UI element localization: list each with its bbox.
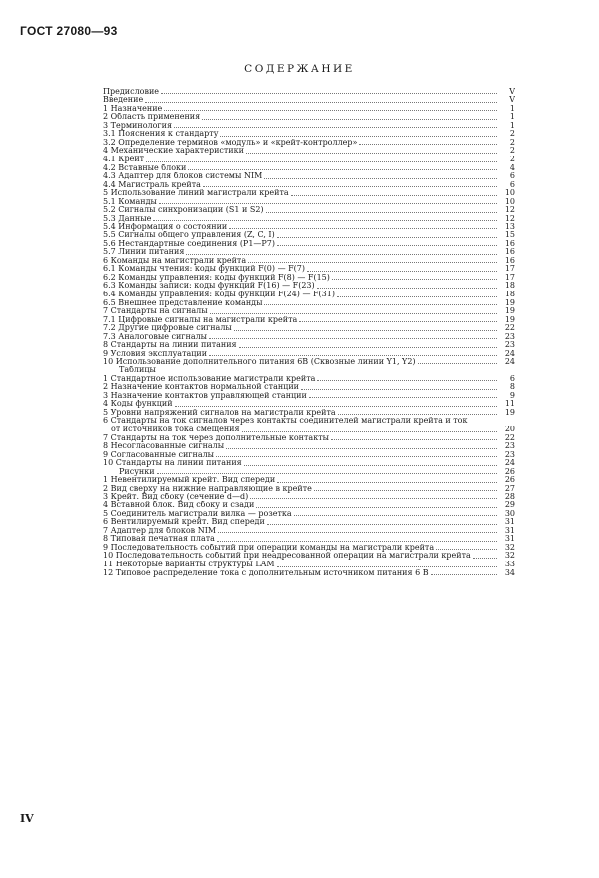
toc-entry-page: 13 [504,223,515,231]
toc-entry [103,434,515,442]
dot-leader [317,286,497,289]
toc-entry-text: 4.3 Адаптер для блоков системы NIM [103,172,263,181]
toc-entry [103,501,515,509]
toc-entry-text: 7 Адаптер для блоков NIM [103,526,217,535]
toc-entry [103,248,515,256]
dot-leader [209,353,497,356]
table-of-contents [103,88,515,577]
toc-entry-text: 8 Несогласованные сигналы [103,442,225,451]
toc-entry-text: 5 Использование линий магистрали крейта [103,189,289,198]
toc-entry-text: 12 Типовое распределение тока с дополнительным источником питания 6 В [103,568,429,577]
toc-entry-text: 4 Вставной блок. Вид сбоку и сзади [103,501,255,510]
toc-entry-text: 5.7 Линии питания [103,248,185,257]
toc-entry [103,442,515,450]
toc-entry-text: 2 Область применения [103,113,201,122]
dot-leader [264,176,497,179]
toc-entry [103,535,515,543]
document-header: ГОСТ 27080—93 [20,24,118,38]
dot-leader [188,167,497,170]
toc-entry-page: 2 [509,130,515,139]
toc-entry-page: 1 [509,113,515,122]
toc-entry-text: 4.1 Крейт [103,155,145,164]
dot-leader [473,556,497,559]
toc-entry-text: 5.1 Команды [103,197,157,206]
toc-entry-page: 22 [504,433,515,442]
toc-entry [103,324,515,332]
dot-leader [218,530,497,533]
dot-leader [436,547,497,550]
toc-entry [103,358,515,366]
dot-leader [242,429,497,432]
dot-leader [277,564,497,567]
toc-entry [103,130,515,138]
toc-entry-text: 4.4 Магистраль крейта [103,180,201,189]
toc-entry [103,510,515,518]
toc-entry [103,139,515,147]
toc-entry-page: 1 [509,104,515,113]
toc-entry [103,375,515,383]
toc-entry-text: 6 Стандарты на ток сигналов через контакты соединителей магистрали крейта и ток [103,417,468,426]
dot-leader [175,404,497,407]
dot-leader [161,91,497,94]
toc-entry [103,299,515,307]
toc-entry-text: 7.3 Аналоговые сигналы [103,332,208,341]
toc-entry-page: 10 [504,197,515,206]
toc-entry-text: 5.2 Сигналы синхронизации (S1 и S2) [103,206,264,215]
toc-entry [103,88,515,96]
toc-entry-text: 10 Стандарты на линии питания [103,459,242,468]
dot-leader [216,454,497,457]
toc-entry-page: 12 [504,206,515,215]
toc-entry [103,198,515,206]
toc-entry [103,527,515,535]
toc-entry [103,426,515,434]
dot-leader [277,235,497,238]
dot-leader [244,463,497,466]
toc-entry [103,417,515,425]
toc-entry [103,409,515,417]
toc-entry-page: 9 [509,391,515,400]
toc-entry-text: 7.2 Другие цифровые сигналы [103,324,232,333]
page-number: IV [20,812,34,825]
toc-entry-page: 6 [509,172,515,181]
toc-entry [103,383,515,391]
toc-entry-text: 9 Условия эксплуатации [103,349,208,358]
toc-entry [103,451,515,459]
toc-entry-page: 12 [504,214,515,223]
toc-entry-page: 1 [509,121,515,130]
toc-entry-text: 8 Типовая печатная плата [103,535,215,544]
toc-entry-text: 10 Использование дополнительного питания 6В (Сквозные линии Y1, Y2) [103,358,416,366]
toc-entry-text: 3 Терминология [103,121,172,130]
toc-entry [103,215,515,223]
toc-entry [103,164,515,172]
toc-entry-text: 6.2 Команды управления: коды функций F(8) — F(15) [103,273,330,282]
dot-leader [338,412,497,415]
toc-entry-page: 2 [509,138,515,147]
toc-entry [103,569,515,577]
toc-entry-page: 17 [504,265,515,274]
dot-leader [331,437,497,440]
dot-leader [209,336,497,339]
toc-entry [103,223,515,231]
toc-entry-text: 6.5 Внешнее представление команды [103,298,263,307]
dot-leader [307,269,497,272]
toc-entry [103,231,515,239]
dot-leader [248,260,497,263]
toc-entry-text: 5.6 Нестандартные соединения (P1—P7) [103,239,275,248]
toc-entry-page: 6 [509,180,515,189]
toc-entry-page: 2 [509,147,515,156]
toc-entry-text: 1 Назначение [103,104,163,113]
toc-entry-text: 6.4 Команды управления: коды функций F(24) — F(31) [103,290,335,299]
toc-entry-page: 31 [504,526,515,535]
toc-entry [103,400,515,408]
toc-entry-text: 2 Назначение контактов нормальной станции [103,383,299,392]
toc-entry-text: 8 Стандарты на линии питания [103,341,237,350]
toc-entry-text: Рисунки [119,467,155,476]
toc-entry-page: 20 [504,425,515,434]
toc-entry-text: 5.4 Информация о состоянии [103,223,228,231]
toc-entry-text: 3.2 Определение терминов «модуль» и «крейт-контроллер» [103,138,358,147]
toc-entry-page: 31 [504,535,515,544]
dot-leader [226,446,497,449]
dot-leader [267,522,497,525]
toc-entry-page: 30 [504,509,515,518]
toc-entry [103,147,515,155]
toc-entry [103,96,515,104]
toc-entry [103,544,515,552]
toc-entry [103,468,515,476]
toc-entry-text: 1 Невентилируемый крейт. Вид спереди [103,476,276,485]
toc-entry-text: 9 Согласованные сигналы [103,450,215,459]
toc-entry [103,476,515,484]
toc-entry [103,240,515,248]
dot-leader [234,328,497,331]
dot-leader [145,100,497,103]
toc-entry [103,105,515,113]
toc-entry [103,518,515,526]
toc-entry [103,282,515,290]
dot-leader [418,361,497,364]
toc-entry-text: 7 Стандарты на сигналы [103,307,208,316]
dot-leader [314,488,497,491]
dot-leader [264,302,497,305]
toc-entry [103,459,515,467]
toc-entry-page: 23 [504,450,515,459]
toc-entry [103,291,515,299]
dot-leader [309,395,497,398]
toc-entry [103,552,515,560]
toc-entry [103,316,515,324]
toc-entry-text: 3 Назначение контактов управляющей станции [103,391,307,400]
toc-entry-page: 19 [504,298,515,307]
toc-entry-page: 24 [504,349,515,358]
dot-leader [337,294,497,297]
toc-entry-page: 23 [504,442,515,451]
toc-entry-text: 4.2 Вставные блоки [103,163,187,172]
toc-entry-page: 19 [504,307,515,316]
toc-entry-page: 16 [504,256,515,265]
toc-entry-page: 24 [504,459,515,468]
dot-leader [317,378,497,381]
toc-entry-page: 29 [504,501,515,510]
toc-entry-text: 5.3 Данные [103,214,152,223]
toc-entry-page: 18 [504,282,515,291]
toc-entry [103,307,515,315]
dot-leader [146,159,497,162]
dot-leader [256,505,497,508]
toc-entry-text: от источников тока смещения [111,425,240,434]
toc-entry-text: 3.1 Пояснения к стандарту [103,130,219,139]
toc-entry [103,265,515,273]
toc-entry-page: 26 [504,476,515,485]
dot-leader [186,252,497,255]
toc-entry-text: 5 Уровни напряжений сигналов на магистрали крейта [103,408,336,417]
toc-entry [103,392,515,400]
toc-entry-text: Предисловие [103,88,160,96]
toc-entry-text: 7.1 Цифровые сигналы на магистрали крейта [103,315,298,324]
dot-leader [246,151,497,154]
toc-entry-page: 10 [504,189,515,198]
toc-entry-text: 10 Последовательность событий при неадресованной операции на магистрали крейта [103,552,471,561]
toc-entry-page: 2 [509,155,515,164]
toc-entry-page: 23 [504,341,515,350]
toc-entry-text: 2 Вид сверху на нижние направляющие в крейте [103,484,312,493]
toc-entry [103,156,515,164]
toc-entry-text: 6 Команды на магистрали крейта [103,256,247,265]
dot-leader [239,345,497,348]
toc-entry-page: 6 [509,374,515,383]
toc-entry-page: 27 [504,484,515,493]
toc-entry-page: V [509,88,515,96]
toc-entry-page: 24 [504,358,515,366]
toc-entry-page: 23 [504,332,515,341]
toc-entry-text: 4 Механические характеристики [103,147,244,156]
toc-entry-page: V [509,96,515,105]
toc-entry-page: 18 [504,290,515,299]
toc-entry-text: 6 Вентилируемый крейт. Вид спереди [103,518,265,527]
toc-entry [103,333,515,341]
dot-leader [202,117,497,120]
toc-entry-page: 31 [504,518,515,527]
dot-leader [294,513,497,516]
toc-entry-page: 11 [504,400,515,409]
dot-leader [301,387,497,390]
dot-leader [277,480,497,483]
toc-entry-text: 5 Соединитель магистрали вилка — розетка [103,509,292,518]
toc-entry-page: 19 [504,315,515,324]
toc-entry [103,206,515,214]
toc-entry-page: 33 [504,560,515,569]
dot-leader [291,193,497,196]
dot-leader [277,243,497,246]
dot-leader [174,125,497,128]
toc-entry-page: 16 [504,248,515,257]
toc-entry-text: 7 Стандарты на ток через дополнительные контакты [103,433,329,442]
dot-leader [220,134,497,137]
dot-leader [250,496,497,499]
dot-leader [299,319,497,322]
toc-entry [103,113,515,121]
toc-entry [103,341,515,349]
toc-entry [103,561,515,569]
toc-entry [103,274,515,282]
toc-entry-text: Введение [103,96,144,105]
dot-leader [153,218,497,221]
toc-entry [103,366,515,374]
dot-leader [431,572,497,575]
toc-entry-page: 32 [504,552,515,561]
toc-entry-text: 6.3 Команды записи: коды функций F(16) — F(23) [103,282,315,291]
dot-leader [217,539,497,542]
dot-leader [229,226,497,229]
toc-entry [103,485,515,493]
toc-entry-page: 22 [504,324,515,333]
toc-entry [103,181,515,189]
toc-entry-page: 15 [504,231,515,240]
toc-entry-page: 32 [504,543,515,552]
dot-leader [210,311,497,314]
toc-entry [103,189,515,197]
toc-entry-page: 4 [509,163,515,172]
toc-entry-text: 9 Последовательность событий при операции команды на магистрали крейта [103,543,435,552]
toc-entry [103,350,515,358]
toc-entry-page: 16 [504,239,515,248]
toc-entry-text: 1 Стандартное использование магистрали крейта [103,374,316,383]
dot-leader [157,471,497,474]
toc-entry-text: 4 Коды функций [103,400,173,409]
dot-leader [164,108,497,111]
toc-entry [103,257,515,265]
toc-entry-text: 6.1 Команды чтения: коды функций F(0) — F(7) [103,265,305,274]
toc-entry-text: 3 Крейт. Вид сбоку (сечение d—d) [103,493,249,501]
toc-entry-text: 5.5 Сигналы общего управления (Z, C, I) [103,231,275,240]
toc-entry-page: 8 [509,383,515,392]
toc-entry-page: 34 [504,568,515,577]
toc-entry-page: 28 [504,493,515,501]
toc-entry-text: Таблицы [119,366,156,375]
toc-entry [103,172,515,180]
toc-title: СОДЕРЖАНИЕ [244,63,355,75]
toc-entry-page: 17 [504,273,515,282]
dot-leader [359,142,497,145]
toc-entry [103,122,515,130]
dot-leader [159,201,497,204]
toc-entry-text: 11 Некоторые варианты структуры LAM [103,560,275,569]
dot-leader [266,210,497,213]
dot-leader [332,277,497,280]
toc-entry-page: 26 [504,467,515,476]
dot-leader [203,184,497,187]
toc-entry-page: 19 [504,408,515,417]
toc-entry [103,493,515,501]
